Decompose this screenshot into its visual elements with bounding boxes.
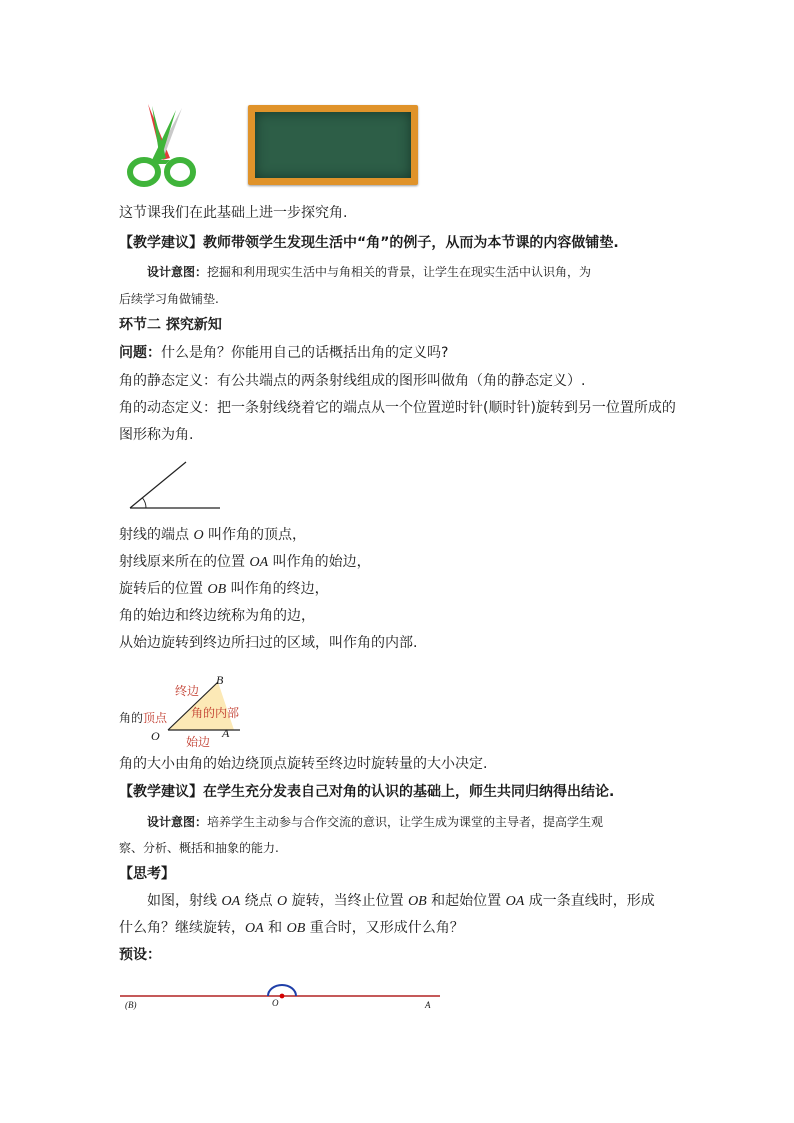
dynamic-definition-line2: 图形称为角. (119, 427, 194, 443)
term-sides: 角的始边和终边统称为角的边， (119, 608, 315, 624)
design-intent-2-cont: 察、分析、概括和抽象的能力. (119, 841, 279, 855)
dynamic-definition-line1: 角的动态定义：把一条射线绕着它的端点从一个位置逆时针(顺时针)旋转到另一位置所成的 (119, 400, 676, 416)
teaching-suggestion-1: 【教学建议】教师带领学生发现生活中“角”的例子，从而为本节课的内容做铺垫. (119, 235, 619, 251)
teaching-suggestion-2: 【教学建议】在学生充分发表自己对角的认识的基础上，师生共同归纳得出结论. (119, 784, 615, 800)
intro-text: 这节课我们在此基础上进一步探究角. (119, 205, 348, 221)
label-A-straight: A (425, 1000, 431, 1010)
label-O-straight: O (272, 998, 279, 1008)
label-initial-side: 始边 (186, 735, 211, 749)
chalkboard-image (248, 105, 418, 185)
preset-label: 预设： (119, 947, 161, 963)
label-B: B (216, 673, 224, 687)
label-terminal-side: 终边 (175, 684, 200, 698)
question: 问题：什么是角？你能用自己的话概括出角的定义吗? (119, 345, 449, 361)
label-A: A (222, 726, 230, 740)
term-initial-side: 射线原来所在的位置 OA 叫作角的始边， (119, 554, 371, 570)
label-vertex: 角的顶点 (119, 711, 168, 725)
straight-angle-diagram (118, 982, 443, 1002)
think-paragraph-line1: 如图，射线 OA 绕点 O 旋转，当终止位置 OB 和起始位置 OA 成一条直线时，形成 (147, 893, 655, 909)
term-interior: 从始边旋转到终边所扫过的区域，叫作角的内部. (119, 635, 418, 651)
size-statement: 角的大小由角的始边绕顶点旋转至终边时旋转量的大小决定. (119, 756, 488, 772)
scissors-icon (126, 102, 198, 188)
label-interior: 角的内部 (191, 706, 240, 720)
design-intent-1-cont: 后续学习角做铺垫. (119, 292, 219, 306)
label-B-paren: (B) (125, 1000, 137, 1010)
section-heading: 环节二 探究新知 (119, 317, 222, 333)
think-paragraph-line2: 什么角？继续旋转，OA 和 OB 重合时，又形成什么角？ (119, 920, 464, 936)
think-heading: 【思考】 (119, 866, 175, 882)
design-intent-2: 设计意图：培养学生主动参与合作交流的意识，让学生成为课堂的主导者，提高学生观 (147, 815, 604, 829)
label-O: O (151, 729, 160, 743)
angle-diagram (122, 456, 228, 516)
term-vertex: 射线的端点 O 叫作角的顶点， (119, 527, 307, 543)
design-intent-1: 设计意图：挖掘和利用现实生活中与角相关的背景，让学生在现实生活中认识角，为 (147, 265, 592, 279)
static-definition: 角的静态定义：有公共端点的两条射线组成的图形叫做角（角的静态定义）. (119, 373, 586, 389)
term-terminal-side: 旋转后的位置 OB 叫作角的终边， (119, 581, 329, 597)
